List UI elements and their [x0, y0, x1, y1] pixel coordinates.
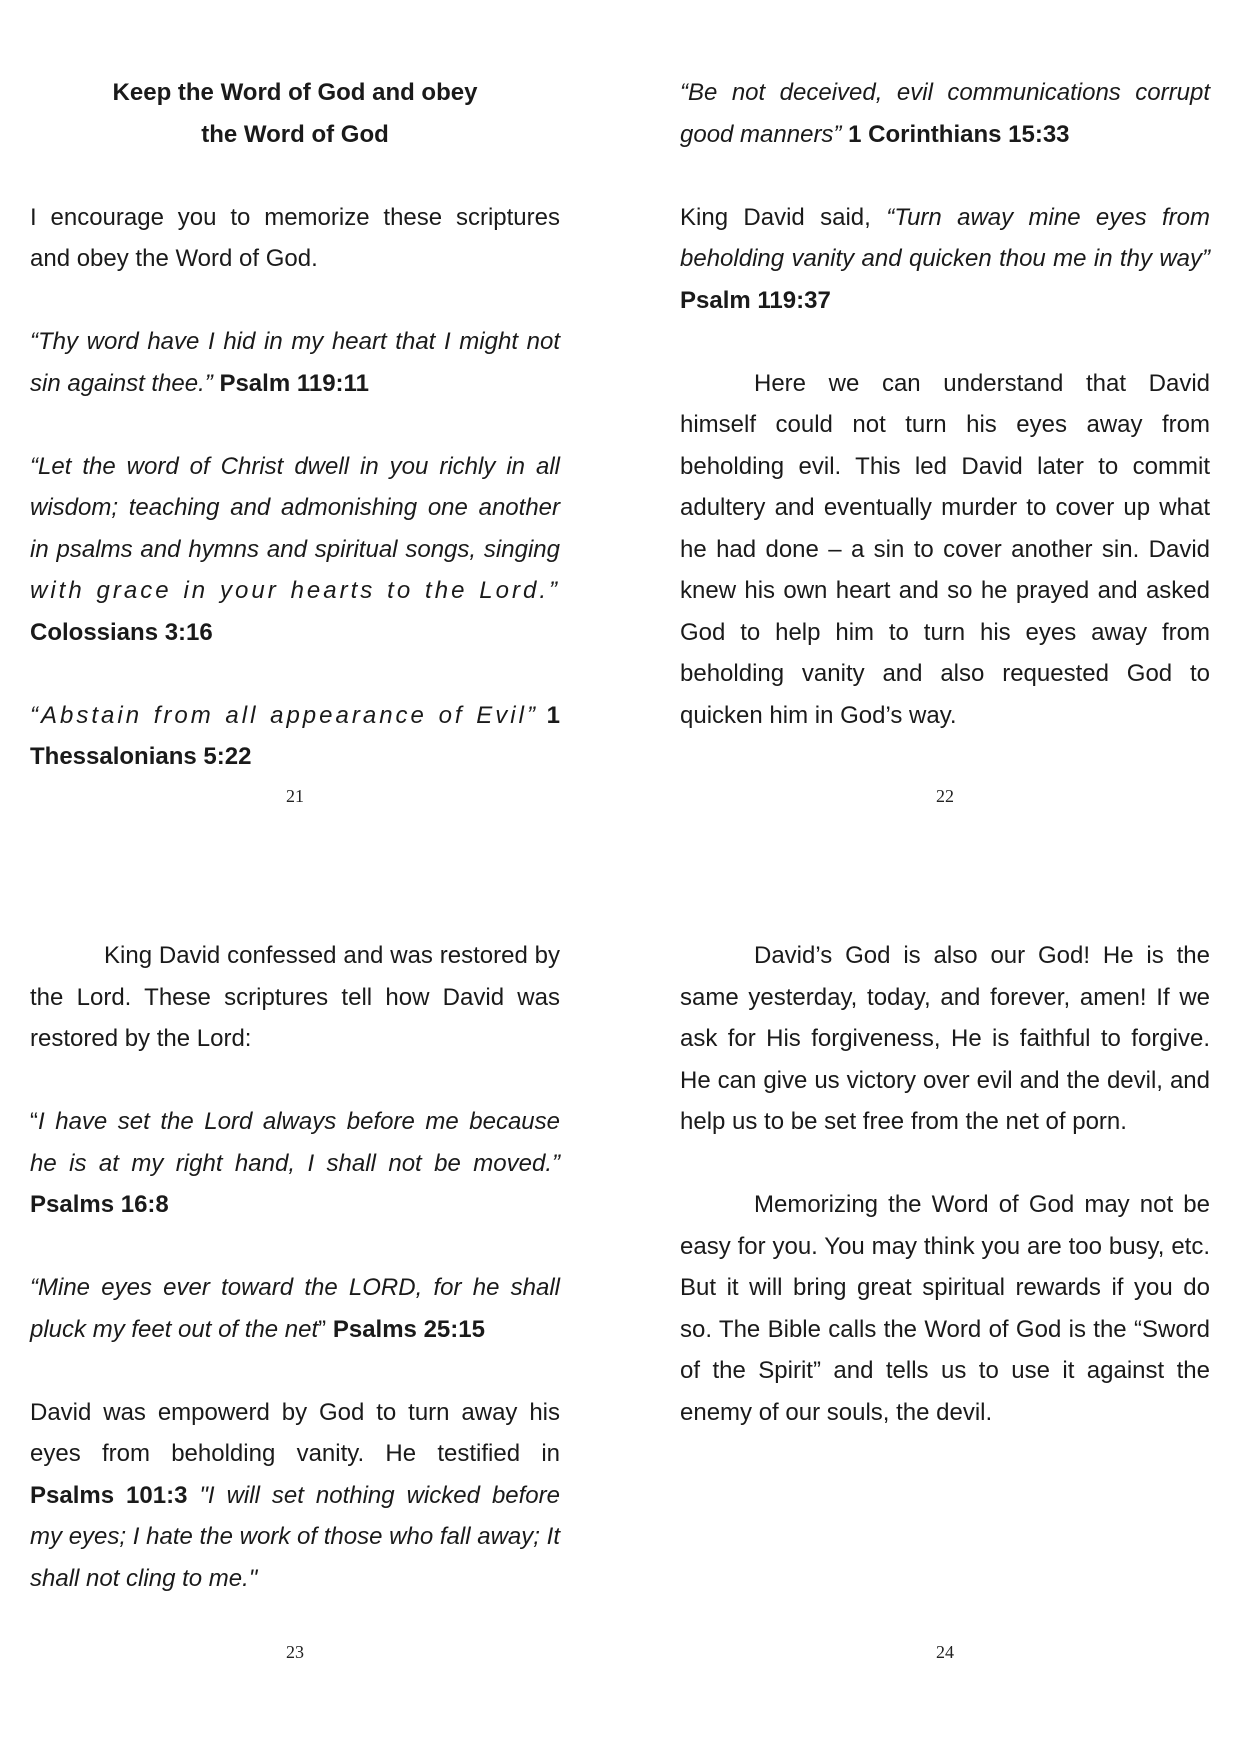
- quote-text: with grace in your hearts to the Lord.”: [30, 577, 560, 604]
- open-quote: “: [30, 1108, 38, 1135]
- scripture-quote: [30, 1267, 560, 1350]
- page-number: 21: [286, 786, 304, 806]
- body-paragraph: Here we can understand that David himself could not turn his eyes away from beholding evil. This led David later to commit adultery and eventually murder to cover up what he had done – a sin to cover another sin. David knew his own heart and so he prayed and asked God to help him to turn his eyes away from beholding vanity and also requested God to quicken him in God’s way.: [680, 369, 1210, 729]
- scripture-quote: [30, 321, 560, 404]
- scripture-reference: Colossians 3:16: [30, 618, 213, 646]
- scripture-reference: 1 Corinthians 15:33: [848, 120, 1070, 148]
- page-23: [30, 935, 560, 1641]
- scripture-quote: [30, 446, 560, 654]
- page-number: 22: [936, 786, 954, 806]
- page-21: [30, 72, 560, 819]
- quote-text: “Let the word of Christ dwell in you richly in all wisdom; teaching and admonishing one another in psalms and hymns and spiritual songs, singing: [30, 452, 560, 563]
- scripture-reference: Psalms 25:15: [332, 1315, 485, 1343]
- scripture-quote: [680, 72, 1210, 155]
- body-paragraph: King David confessed and was restored by the Lord. These scriptures tell how David was restored by the Lord:: [30, 942, 560, 1052]
- lead-text: David was empowerd by God to turn away his eyes from beholding vanity. He testified in: [30, 1398, 560, 1467]
- intro-paragraph: I encourage you to memorize these scriptures and obey the Word of God.: [30, 203, 560, 272]
- scripture-quote: [30, 1101, 560, 1226]
- scripture-quote: [680, 197, 1210, 322]
- page-number: 23: [286, 1642, 304, 1662]
- quote-text: “Turn away mine eyes from beholding vanity and quicken thou me in thy way”: [680, 203, 1210, 272]
- quote-text: I have set the Lord always before me because he is at my right hand, I shall not be moved.”: [30, 1108, 560, 1177]
- quote-text: “Be not deceived, evil communications corrupt good manners”: [680, 79, 1210, 148]
- scripture-reference: Psalm 119:11: [219, 369, 369, 397]
- scripture-reference: Psalms 101:3: [30, 1481, 188, 1509]
- scripture-quote: [30, 695, 560, 778]
- close-quote: ”: [318, 1315, 327, 1343]
- section-title: [30, 72, 560, 155]
- quote-text: "I will set nothing wicked before my eyes; I hate the work of those who fall away; It shall not cling to me.": [30, 1481, 560, 1592]
- quote-text: “Mine eyes ever toward the LORD, for he shall pluck my feet out of the net: [30, 1274, 560, 1343]
- title-line-1: Keep the Word of God and obey: [112, 79, 478, 106]
- scripture-reference: Psalms 16:8: [30, 1191, 169, 1218]
- scripture-reference: 1 Thessalonians 5:22: [30, 701, 560, 770]
- page-22: [680, 72, 1210, 778]
- lead-text: King David said,: [680, 203, 871, 231]
- body-paragraph: Memorizing the Word of God may not be easy for you. You may think you are too busy, etc. But it will bring great spiritual rewards if you do so. The Bible calls the Word of God is the “Sword of the Spirit” and tells us to use it against the enemy of our souls, the devil.: [680, 1191, 1210, 1426]
- page-number: 24: [936, 1642, 954, 1662]
- quote-text: “Abstain from all appearance of Evil”: [30, 701, 538, 729]
- body-paragraph: David’s God is also our God! He is the same yesterday, today, and forever, amen! If we ask for His forgiveness, He is faithful to forgive. He can give us victory over evil and the devil, and help us to be set free from the net of porn.: [680, 942, 1210, 1135]
- page-24: [680, 935, 1210, 1475]
- scripture-reference: Psalm 119:37: [680, 286, 831, 314]
- title-line-2: the Word of God: [201, 120, 389, 148]
- scripture-quote: [30, 1392, 560, 1600]
- quote-text: “Thy word have I hid in my heart that I might not sin against thee.”: [30, 328, 560, 397]
